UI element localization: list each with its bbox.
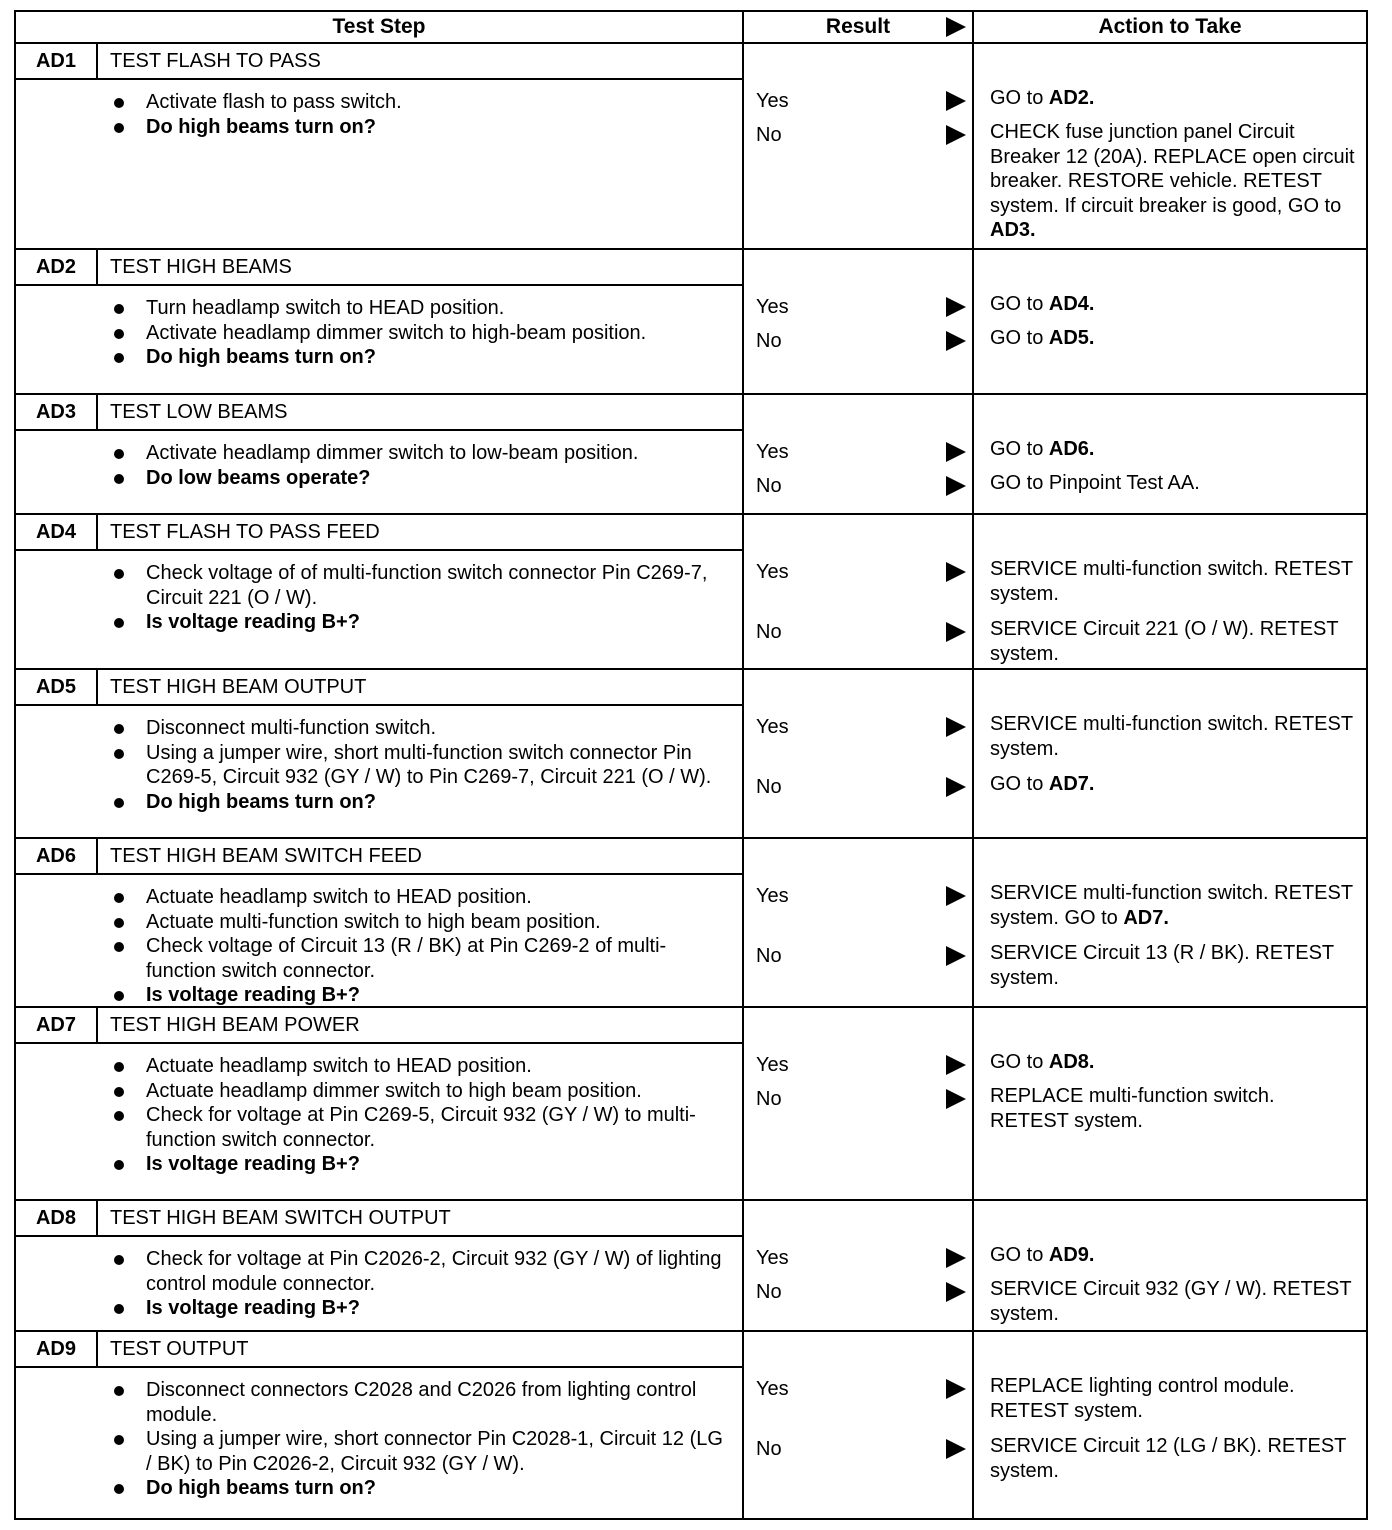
step-id: AD8 [16, 1201, 98, 1235]
table-header [16, 12, 1366, 44]
step-instruction: Check for voltage at Pin C2026-2, Circuit 932 (GY / W) of lighting control module connector. [112, 1247, 732, 1296]
test-step-cell [16, 839, 744, 1006]
action-cell [974, 670, 1366, 837]
result-yes [756, 1052, 968, 1078]
step-title-row [16, 515, 742, 551]
arrow-right-icon [946, 622, 966, 642]
result-label: Yes [756, 716, 789, 738]
step-title: TEST HIGH BEAMS [110, 256, 292, 278]
result-no [756, 328, 968, 354]
step-title-row [16, 44, 742, 80]
step-id: AD7 [16, 1008, 98, 1042]
arrow-right-icon [946, 476, 966, 496]
result-cell [744, 670, 974, 837]
arrow-right-icon [946, 91, 966, 111]
action-text [990, 881, 1358, 930]
step-title-row [16, 395, 742, 431]
result-label: Yes [756, 1247, 789, 1269]
result-label: Yes [756, 885, 789, 907]
action-text [990, 1434, 1358, 1483]
step-question: Is voltage reading B+? [112, 983, 732, 1008]
result-label: Yes [756, 561, 789, 583]
test-step-cell [16, 1332, 744, 1518]
header-result-label: Result [825, 15, 891, 38]
action-cell [974, 250, 1366, 393]
action-text [990, 557, 1358, 606]
step-title: TEST FLASH TO PASS FEED [110, 521, 380, 543]
step-instruction: Actuate headlamp switch to HEAD position. [112, 1054, 732, 1079]
action-segment: GO to [990, 293, 1049, 315]
step-ad5 [16, 670, 1366, 839]
result-yes [756, 439, 968, 465]
result-no [756, 943, 968, 969]
result-label: Yes [756, 296, 789, 318]
step-title: TEST HIGH BEAM OUTPUT [110, 676, 367, 698]
step-instruction: Activate flash to pass switch. [112, 90, 732, 115]
result-cell [744, 1201, 974, 1330]
step-question: Do high beams turn on? [112, 1476, 732, 1501]
action-text [990, 617, 1358, 666]
action-segment: CHECK fuse junction panel Circuit Breaker 12 (20A). REPLACE open circuit breaker. RESTORE vehicle. RETEST system. If circuit breaker is good, GO to [990, 121, 1355, 217]
step-bullets [112, 885, 732, 1008]
result-label: Yes [756, 1054, 789, 1076]
result-yes [756, 714, 968, 740]
result-no [756, 1086, 968, 1112]
result-no [756, 1279, 968, 1305]
result-no [756, 774, 968, 800]
step-reference: AD5. [1048, 327, 1095, 349]
action-text [990, 1277, 1358, 1326]
step-question: Do high beams turn on? [112, 115, 732, 140]
arrow-right-icon [946, 442, 966, 462]
action-cell [974, 515, 1366, 668]
result-label: No [756, 475, 782, 497]
result-no [756, 473, 968, 499]
header-action: Action to Take [1098, 15, 1242, 38]
step-id: AD2 [16, 250, 98, 284]
step-reference: AD4. [1048, 293, 1095, 315]
step-instruction: Actuate headlamp switch to HEAD position. [112, 885, 732, 910]
step-title: TEST OUTPUT [110, 1338, 249, 1360]
arrow-right-icon [946, 777, 966, 797]
action-cell [974, 1332, 1366, 1518]
step-instruction: Disconnect multi-function switch. [112, 716, 732, 741]
step-title: TEST LOW BEAMS [110, 401, 288, 423]
result-yes [756, 88, 968, 114]
action-text [990, 1084, 1358, 1133]
result-yes [756, 1245, 968, 1271]
result-label: Yes [756, 1378, 789, 1400]
action-segment: REPLACE lighting control module. RETEST system. [990, 1375, 1295, 1422]
step-bullets [112, 296, 732, 370]
action-segment: GO to [990, 438, 1049, 460]
result-label: No [756, 330, 782, 352]
step-id: AD5 [16, 670, 98, 704]
arrow-right-icon [946, 17, 966, 37]
step-question: Do low beams operate? [112, 466, 732, 491]
step-ad9 [16, 1332, 1366, 1518]
step-reference: AD3. [990, 219, 1036, 241]
arrow-right-icon [946, 886, 966, 906]
step-bullets [112, 716, 732, 814]
test-step-cell [16, 1008, 744, 1199]
step-question: Do high beams turn on? [112, 790, 732, 815]
action-text [990, 437, 1358, 462]
step-title-row [16, 1008, 742, 1044]
result-yes [756, 883, 968, 909]
result-label: No [756, 1438, 782, 1460]
step-reference: AD9. [1048, 1244, 1095, 1266]
arrow-right-icon [946, 1282, 966, 1302]
arrow-right-icon [946, 1379, 966, 1399]
result-cell [744, 1008, 974, 1199]
test-step-cell [16, 250, 744, 393]
step-ad2 [16, 250, 1366, 395]
action-segment: GO to Pinpoint Test AA. [990, 472, 1200, 494]
test-step-cell [16, 515, 744, 668]
action-text [990, 326, 1358, 351]
step-reference: AD8. [1048, 1051, 1095, 1073]
step-reference: AD2. [1048, 87, 1095, 109]
arrow-right-icon [946, 125, 966, 145]
step-bullets [112, 561, 732, 635]
result-no [756, 619, 968, 645]
step-instruction: Check for voltage at Pin C269-5, Circuit 932 (GY / W) to multi-function switch connector. [112, 1103, 732, 1152]
action-segment: SERVICE Circuit 12 (LG / BK). RETEST system. [990, 1435, 1347, 1482]
action-segment: GO to [990, 327, 1049, 349]
result-cell [744, 839, 974, 1006]
step-id: AD4 [16, 515, 98, 549]
step-question: Is voltage reading B+? [112, 1296, 732, 1321]
step-instruction: Disconnect connectors C2028 and C2026 from lighting control module. [112, 1378, 732, 1427]
step-title-row [16, 670, 742, 706]
result-label: Yes [756, 441, 789, 463]
step-bullets [112, 1378, 732, 1501]
step-question: Do high beams turn on? [112, 345, 732, 370]
action-text [990, 1243, 1358, 1268]
arrow-right-icon [946, 946, 966, 966]
step-bullets [112, 1054, 732, 1177]
step-ad1 [16, 44, 1366, 250]
step-instruction: Activate headlamp dimmer switch to low-beam position. [112, 441, 732, 466]
result-label: No [756, 776, 782, 798]
step-title-row [16, 839, 742, 875]
step-reference: AD7. [1048, 773, 1095, 795]
action-cell [974, 1008, 1366, 1199]
result-cell [744, 1332, 974, 1518]
result-no [756, 1436, 968, 1462]
step-ad6 [16, 839, 1366, 1008]
step-id: AD1 [16, 44, 98, 78]
step-instruction: Check voltage of Circuit 13 (R / BK) at Pin C269-2 of multi-function switch connector. [112, 934, 732, 983]
action-segment: GO to [990, 87, 1049, 109]
result-no [756, 122, 968, 148]
step-instruction: Actuate multi-function switch to high beam position. [112, 910, 732, 935]
action-cell [974, 44, 1366, 248]
result-label: Yes [756, 90, 789, 112]
step-title-row [16, 1201, 742, 1237]
arrow-right-icon [946, 1248, 966, 1268]
step-bullets [112, 1247, 732, 1321]
step-title: TEST HIGH BEAM SWITCH FEED [110, 845, 422, 867]
action-text [990, 120, 1358, 243]
action-cell [974, 1201, 1366, 1330]
header-test-step: Test Step [16, 12, 744, 42]
action-text [990, 772, 1358, 797]
action-text [990, 941, 1358, 990]
arrow-right-icon [946, 1055, 966, 1075]
step-ad3 [16, 395, 1366, 515]
step-bullets [112, 441, 732, 490]
arrow-right-icon [946, 562, 966, 582]
step-reference: AD7. [1123, 906, 1169, 929]
result-label: No [756, 1281, 782, 1303]
step-title: TEST HIGH BEAM SWITCH OUTPUT [110, 1207, 451, 1229]
result-cell [744, 515, 974, 668]
result-yes [756, 559, 968, 585]
action-segment: SERVICE multi-function switch. RETEST system. GO to [990, 882, 1353, 929]
step-title-row [16, 1332, 742, 1368]
result-cell [744, 44, 974, 248]
result-label: No [756, 945, 782, 967]
step-title: TEST FLASH TO PASS [110, 50, 321, 72]
action-cell [974, 395, 1366, 513]
action-text [990, 712, 1358, 761]
step-instruction: Check voltage of of multi-function switch connector Pin C269-7, Circuit 221 (O / W). [112, 561, 732, 610]
result-label: No [756, 621, 782, 643]
step-bullets [112, 90, 732, 139]
result-label: No [756, 1088, 782, 1110]
action-segment: REPLACE multi-function switch. RETEST system. [990, 1085, 1275, 1132]
result-yes [756, 1376, 968, 1402]
step-reference: AD6. [1048, 438, 1095, 460]
step-id: AD9 [16, 1332, 98, 1366]
arrow-right-icon [946, 331, 966, 351]
action-segment: SERVICE multi-function switch. RETEST system. [990, 558, 1353, 605]
step-instruction: Turn headlamp switch to HEAD position. [112, 296, 732, 321]
action-segment: SERVICE multi-function switch. RETEST system. [990, 713, 1353, 760]
result-label: No [756, 124, 782, 146]
test-step-cell [16, 1201, 744, 1330]
action-segment: GO to [990, 1051, 1049, 1073]
result-cell [744, 395, 974, 513]
action-text [990, 471, 1358, 496]
test-step-cell [16, 395, 744, 513]
step-instruction: Actuate headlamp dimmer switch to high beam position. [112, 1079, 732, 1104]
action-text [990, 292, 1358, 317]
step-question: Is voltage reading B+? [112, 610, 732, 635]
arrow-right-icon [946, 1089, 966, 1109]
action-segment: SERVICE Circuit 932 (GY / W). RETEST system. [990, 1278, 1352, 1325]
diagnostic-table [14, 10, 1368, 1520]
step-id: AD6 [16, 839, 98, 873]
test-step-cell [16, 44, 744, 248]
step-instruction: Activate headlamp dimmer switch to high-beam position. [112, 321, 732, 346]
header-result [744, 12, 974, 42]
action-segment: GO to [990, 1244, 1049, 1266]
result-yes [756, 294, 968, 320]
step-ad7 [16, 1008, 1366, 1201]
step-instruction: Using a jumper wire, short connector Pin C2028-1, Circuit 12 (LG / BK) to Pin C2026-2, Circuit 932 (GY / W). [112, 1427, 732, 1476]
step-instruction: Using a jumper wire, short multi-function switch connector Pin C269-5, Circuit 932 (GY / W) to Pin C269-7, Circuit 221 (O / W). [112, 741, 732, 790]
action-cell [974, 839, 1366, 1006]
arrow-right-icon [946, 297, 966, 317]
result-cell [744, 250, 974, 393]
action-segment: SERVICE Circuit 221 (O / W). RETEST system. [990, 618, 1339, 665]
test-step-cell [16, 670, 744, 837]
arrow-right-icon [946, 717, 966, 737]
action-text [990, 1050, 1358, 1075]
step-title: TEST HIGH BEAM POWER [110, 1014, 360, 1036]
action-text [990, 86, 1358, 111]
step-title-row [16, 250, 742, 286]
action-text [990, 1374, 1358, 1423]
action-segment: SERVICE Circuit 13 (R / BK). RETEST system. [990, 942, 1334, 989]
arrow-right-icon [946, 1439, 966, 1459]
action-segment: GO to [990, 773, 1049, 795]
step-id: AD3 [16, 395, 98, 429]
step-question: Is voltage reading B+? [112, 1152, 732, 1177]
step-ad8 [16, 1201, 1366, 1332]
step-ad4 [16, 515, 1366, 670]
